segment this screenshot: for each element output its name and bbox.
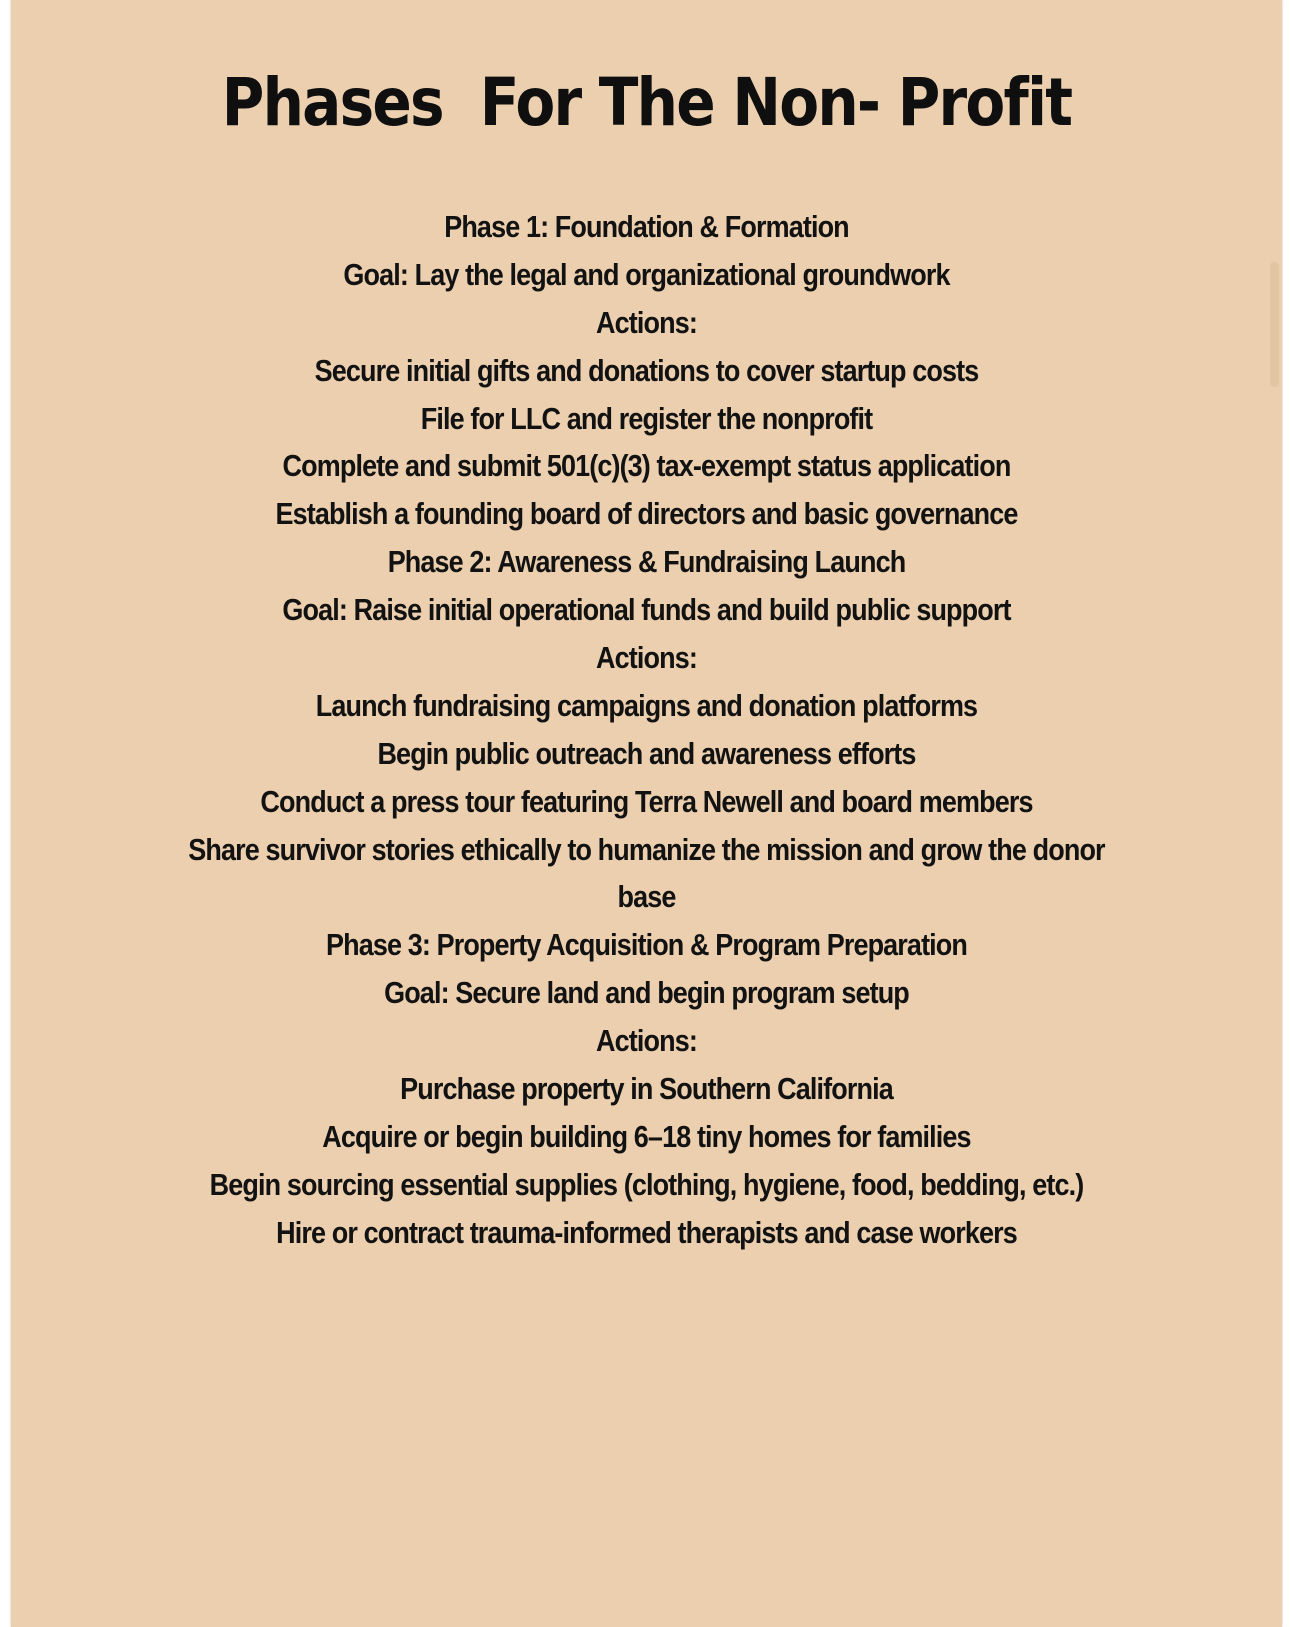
phase-1-goal: Goal: Lay the legal and organizational groundwork [343, 256, 950, 292]
phase-1-heading: Phase 1: Foundation & Formation [444, 209, 849, 244]
phase-1-actions-label: Actions: [596, 304, 697, 340]
phase-3-action: Purchase property in Southern California [400, 1071, 893, 1107]
phase-1-action: Establish a founding board of directors and basic governance [275, 496, 1018, 532]
phase-3-action: Acquire or begin building 6–18 tiny homes for families [322, 1118, 971, 1154]
phase-3-action: Hire or contract trauma-informed therapists and case workers [276, 1214, 1017, 1250]
phase-1-action: Complete and submit 501(c)(3) tax-exempt status application [282, 448, 1011, 484]
scrollbar-thumb[interactable] [1270, 262, 1279, 387]
phase-2-actions-label: Actions: [596, 640, 697, 676]
phase-2-action: Conduct a press tour featuring Terra Newell and board members [260, 783, 1033, 819]
phase-1-action: Secure initial gifts and donations to cover startup costs [314, 352, 979, 388]
phase-2-action: Launch fundraising campaigns and donation platforms [315, 687, 978, 723]
phase-2-goal: Goal: Raise initial operational funds and build public support [282, 592, 1011, 628]
phases-text-block [11, 203, 1282, 1257]
phase-2-action: Share survivor stories ethically to humanize the mission and grow the donor [188, 831, 1105, 867]
phase-2-action: Begin public outreach and awareness efforts [377, 735, 916, 771]
document-page [11, 0, 1282, 1627]
page-title: Phases For The Non- Profit [221, 64, 1072, 141]
phase-2-heading: Phase 2: Awareness & Fundraising Launch [387, 544, 906, 580]
phase-3-actions-label: Actions: [596, 1023, 697, 1059]
phase-3-goal: Goal: Secure land and begin program setup [384, 975, 909, 1011]
phase-2-action-continued: base [617, 879, 676, 915]
phase-1-action: File for LLC and register the nonprofit [420, 400, 873, 436]
phase-3-action: Begin sourcing essential supplies (clothing, hygiene, food, bedding, etc.) [209, 1166, 1084, 1202]
phase-3-heading: Phase 3: Property Acquisition & Program Preparation [325, 927, 968, 963]
